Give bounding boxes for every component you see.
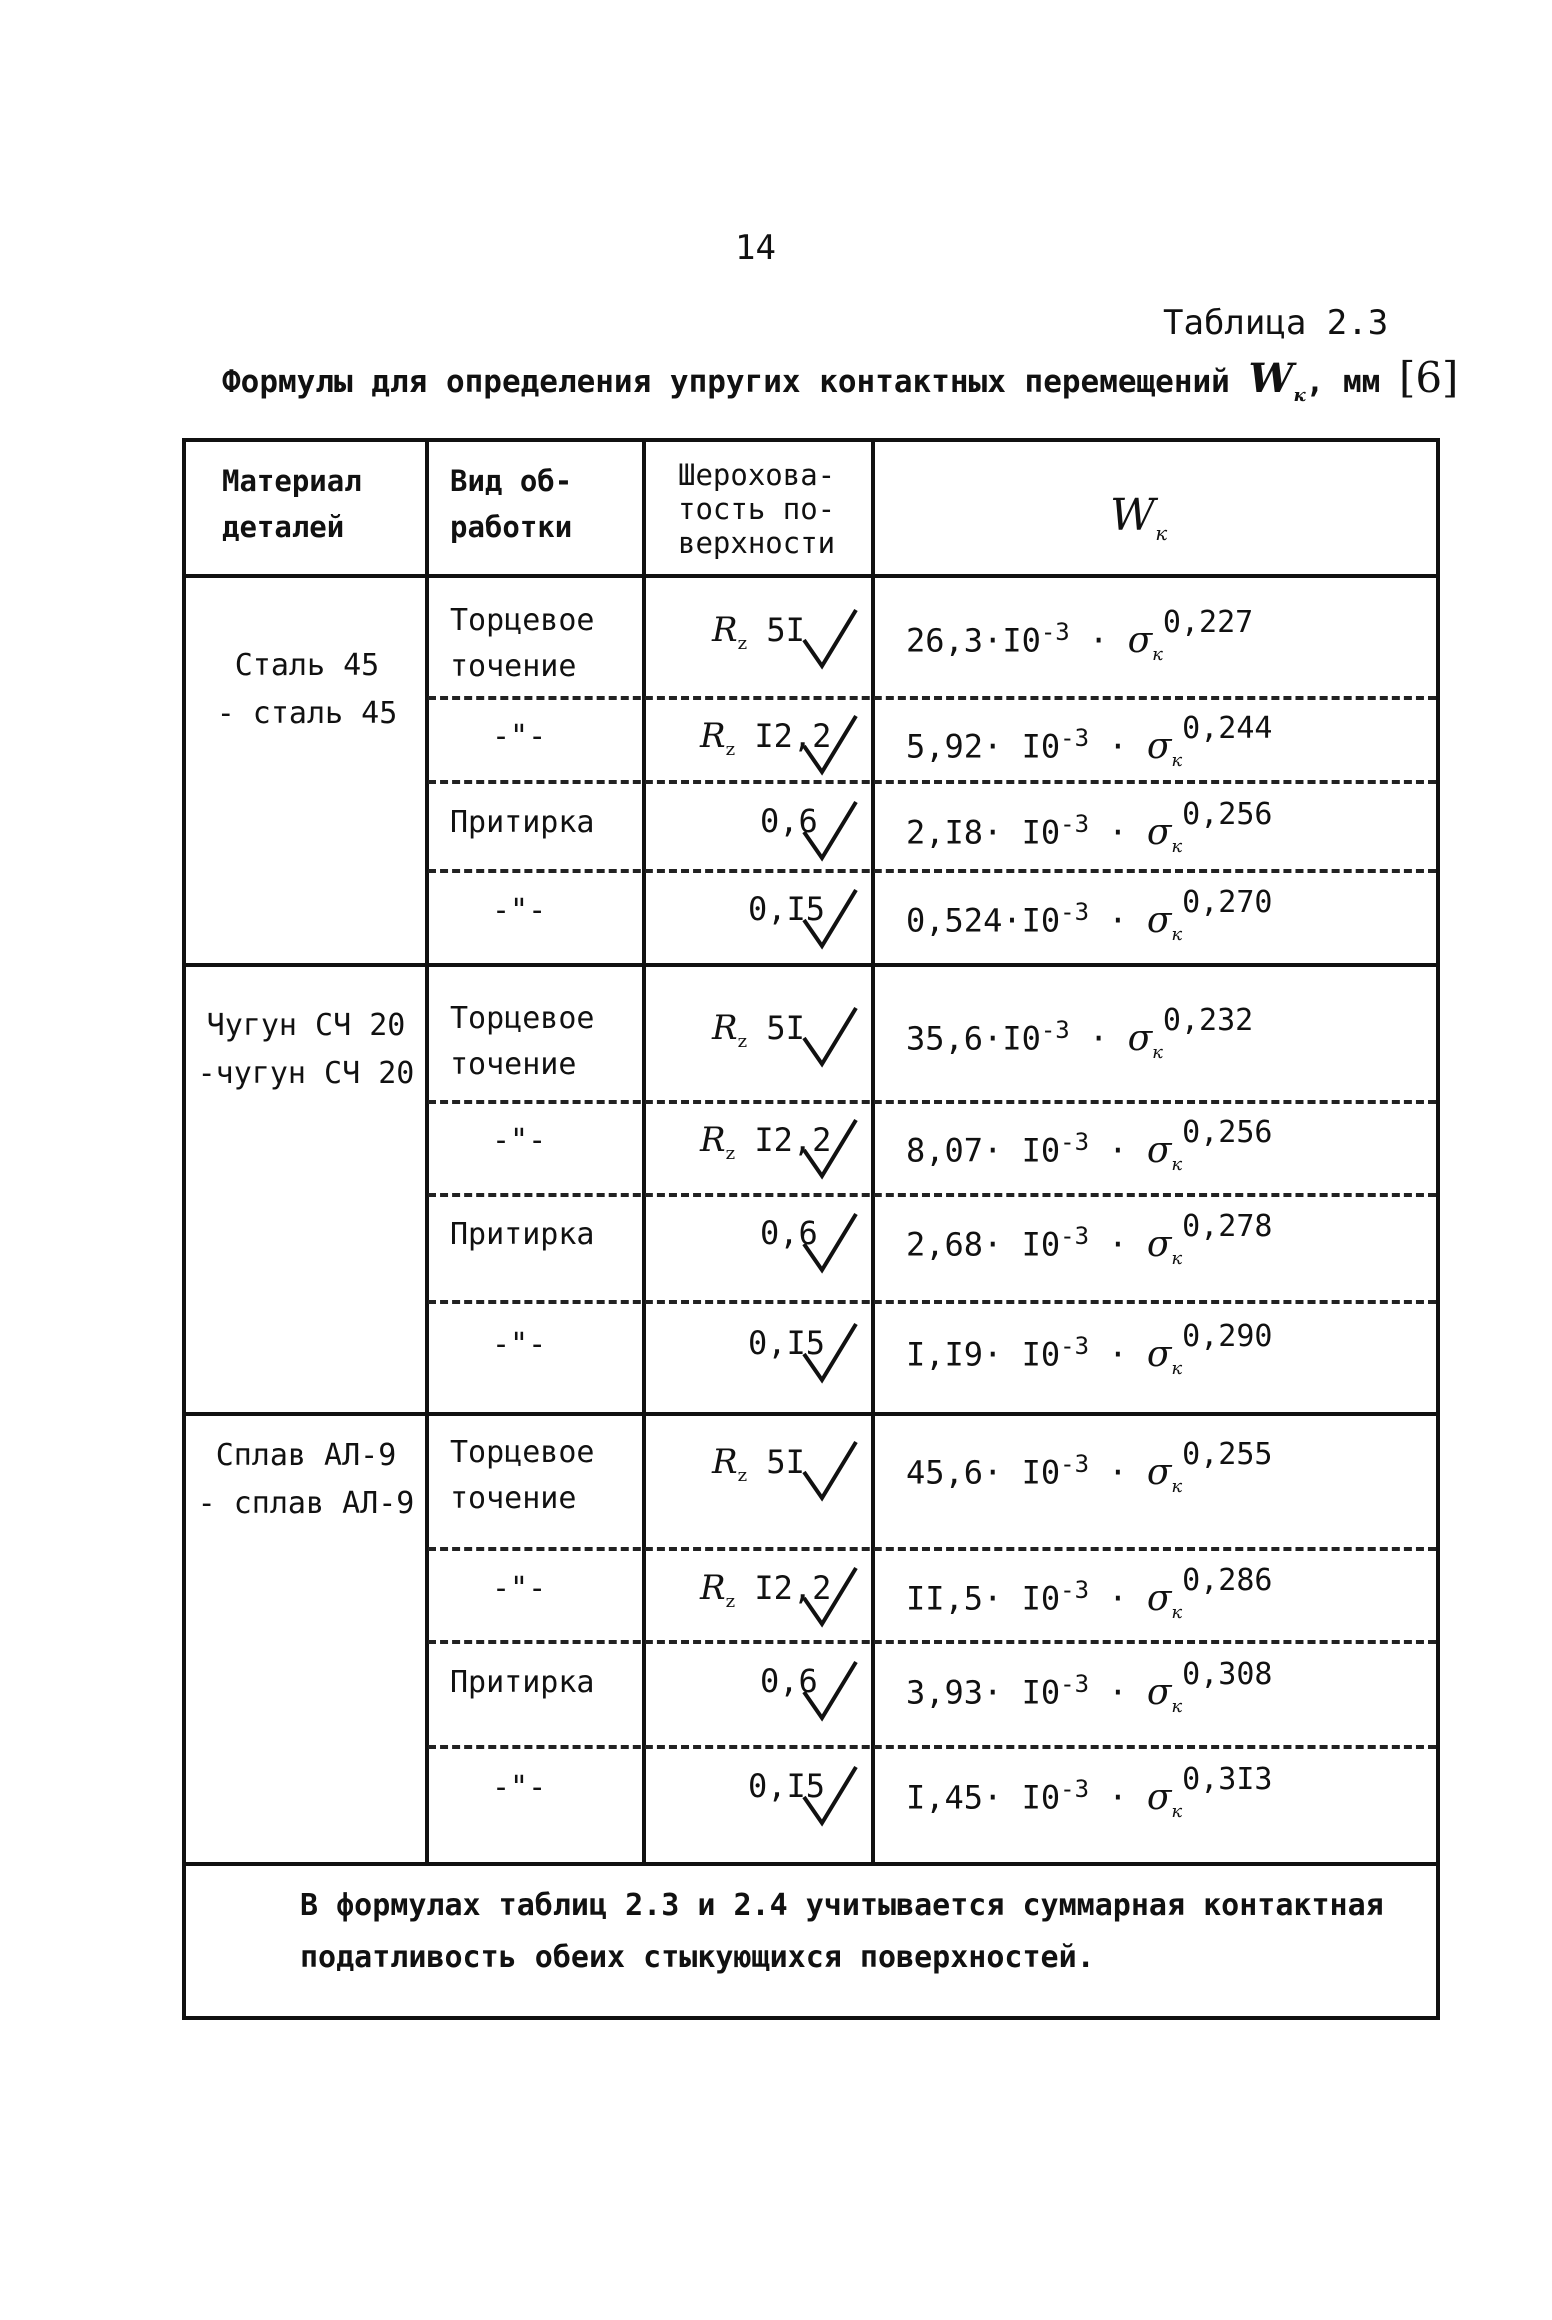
formula-multiplier: · I0 — [983, 1778, 1061, 1817]
sigma-symbol: $\sigma_к$ — [1146, 1671, 1183, 1717]
row-separator — [428, 1745, 1436, 1749]
roughness-check-icon — [800, 1116, 860, 1180]
roughness-check-icon — [800, 1438, 860, 1502]
roughness-check-icon — [800, 798, 860, 862]
roughness-cell — [712, 1008, 805, 1052]
formula-exponent: 0,278 — [1182, 1208, 1273, 1244]
row-separator — [428, 1547, 1436, 1551]
row-separator — [428, 1100, 1436, 1104]
formula-cell: $II,5\cdot I0^{-3} \cdot \sigma_к0,286$ — [906, 1562, 1273, 1623]
formula-exponent: 0,227 — [1162, 604, 1254, 640]
row-separator — [428, 1640, 1436, 1644]
rz-symbol: $R_z$ — [712, 610, 748, 654]
formula-exponent: 0,3I3 — [1182, 1761, 1273, 1797]
col-divider-2 — [642, 438, 646, 1866]
formula-cell: $I,I9\cdot I0^{-3} \cdot \sigma_к0,290$ — [906, 1318, 1273, 1379]
formula-cell: $5,92\cdot I0^{-3} \cdot \sigma_к0,244$ — [906, 710, 1273, 771]
formula-power: -3 — [1060, 1670, 1090, 1698]
formula-exponent: 0,286 — [1182, 1562, 1273, 1598]
formula-cell: $35,6\cdot I0^{-3} \cdot \sigma_к0,232$ — [906, 1002, 1254, 1063]
sigma-symbol: $\sigma_к$ — [1146, 1451, 1183, 1497]
row-separator — [428, 1193, 1436, 1197]
formula-power: -3 — [1060, 1775, 1090, 1803]
formula-coefficient: I,45 — [906, 1778, 984, 1817]
material-group-2: Чугун СЧ 20 -чугун СЧ 20 — [197, 1008, 415, 1091]
table-caption: Таблица 2.3 — [1163, 303, 1389, 343]
roughness-value: 5I — [766, 611, 805, 649]
formula-multiplier: · I0 — [983, 727, 1061, 766]
header-material: Материал деталей — [222, 464, 362, 544]
table-title — [222, 353, 1458, 406]
header-wk: $W_к$ — [1110, 490, 1168, 545]
formula-multiplier: · I0 — [983, 1335, 1061, 1374]
rz-symbol: $R_z$ — [700, 1120, 736, 1164]
roughness-value: I2,2 — [754, 1569, 832, 1607]
roughness-value: 0,6 — [760, 1214, 818, 1252]
roughness-value: I2,2 — [754, 1121, 832, 1159]
formula-coefficient: 8,07 — [906, 1131, 984, 1170]
roughness-value: 5I — [766, 1443, 805, 1481]
table-top-border — [182, 438, 1440, 442]
formula-exponent: 0,256 — [1182, 1114, 1273, 1150]
formula-multiplier: ·I0 — [983, 621, 1041, 660]
formula-multiplier: · I0 — [983, 813, 1061, 852]
roughness-value: I2,2 — [754, 717, 832, 755]
row-separator — [428, 780, 1436, 784]
processing-cell: Торцевое точение — [450, 1435, 595, 1516]
formula-coefficient: 2,I8 — [906, 813, 984, 852]
processing-cell: Притирка — [450, 1665, 595, 1700]
roughness-value: 0,6 — [760, 802, 818, 840]
formula-exponent: 0,270 — [1182, 884, 1273, 920]
formula-multiplier: · I0 — [983, 1579, 1061, 1618]
roughness-value: 5I — [766, 1009, 805, 1047]
processing-cell: -"- — [492, 1327, 547, 1362]
sigma-symbol: $\sigma_к$ — [1146, 1129, 1183, 1175]
table-title-unit: , мм — [1305, 364, 1381, 400]
formula-exponent: 0,255 — [1182, 1436, 1273, 1472]
processing-cell: -"- — [492, 1770, 547, 1805]
formula-multiplier: ·I0 — [983, 1019, 1041, 1058]
processing-cell: Торцевое точение — [450, 1001, 595, 1082]
formula-power: -3 — [1060, 1450, 1090, 1478]
table-left-border — [182, 438, 186, 2020]
row-separator — [428, 696, 1436, 700]
formula-power: -3 — [1040, 618, 1070, 646]
formula-cell: $0,524\cdot I0^{-3} \cdot \sigma_к0,270$ — [906, 884, 1273, 945]
formula-multiplier: · I0 — [983, 1453, 1061, 1492]
formula-coefficient: 35,6 — [906, 1019, 984, 1058]
roughness-value: 0,I5 — [748, 1324, 826, 1362]
table-right-border — [1436, 438, 1440, 2020]
processing-cell: Притирка — [450, 1217, 595, 1252]
formula-coefficient: 0,524 — [906, 901, 1003, 940]
formula-coefficient: 5,92 — [906, 727, 984, 766]
sigma-symbol: $\sigma_к$ — [1146, 899, 1183, 945]
formula-coefficient: I,I9 — [906, 1335, 984, 1374]
roughness-value: 0,6 — [760, 1662, 818, 1700]
formula-power: -3 — [1060, 1332, 1090, 1360]
roughness-value: 0,I5 — [748, 1767, 826, 1805]
rz-symbol: $R_z$ — [712, 1008, 748, 1052]
formula-multiplier: · I0 — [983, 1673, 1061, 1712]
formula-power: -3 — [1060, 1128, 1090, 1156]
sigma-symbol: $\sigma_к$ — [1146, 1577, 1183, 1623]
col-divider-1 — [425, 438, 429, 1866]
formula-coefficient: 3,93 — [906, 1673, 984, 1712]
formula-power: -3 — [1040, 1016, 1070, 1044]
sigma-symbol: $\sigma_к$ — [1146, 725, 1183, 771]
formula-coefficient: II,5 — [906, 1579, 984, 1618]
reference: [6] — [1398, 353, 1459, 402]
roughness-check-icon — [800, 1210, 860, 1274]
roughness-cell — [712, 1442, 805, 1486]
formula-power: -3 — [1060, 898, 1090, 926]
sigma-symbol: $\sigma_к$ — [1146, 811, 1183, 857]
roughness-check-icon — [800, 712, 860, 776]
table-note: В формулах таблиц 2.3 и 2.4 учитывается суммарная контактная податливость обеих стыкующихся поверхностей. — [300, 1888, 1384, 1975]
sigma-symbol: $\sigma_к$ — [1127, 619, 1163, 665]
processing-cell: -"- — [492, 1571, 547, 1606]
formula-coefficient: 45,6 — [906, 1453, 984, 1492]
roughness-check-icon — [800, 606, 860, 670]
sigma-symbol: $\sigma_к$ — [1146, 1776, 1183, 1822]
formula-multiplier: · I0 — [983, 1131, 1061, 1170]
roughness-check-icon — [800, 886, 860, 950]
formula-coefficient: 2,68 — [906, 1225, 984, 1264]
formula-cell: $26,3\cdot I0^{-3} \cdot \sigma_к0,227$ — [906, 604, 1254, 665]
sigma-symbol: $\sigma_к$ — [1127, 1017, 1163, 1063]
roughness-value: 0,I5 — [748, 890, 826, 928]
formula-power: -3 — [1060, 724, 1090, 752]
rz-symbol: $R_z$ — [712, 1442, 748, 1486]
processing-cell: -"- — [492, 893, 547, 928]
wk-symbol: $W_к$ — [1248, 355, 1306, 406]
header-processing: Вид об- работки — [450, 464, 573, 544]
formula-exponent: 0,308 — [1182, 1656, 1273, 1692]
formula-power: -3 — [1060, 1576, 1090, 1604]
formula-exponent: 0,290 — [1182, 1318, 1273, 1354]
formula-coefficient: 26,3 — [906, 621, 984, 660]
formula-exponent: 0,244 — [1182, 710, 1273, 746]
roughness-check-icon — [800, 1004, 860, 1068]
processing-cell: Притирка — [450, 805, 595, 840]
formula-power: -3 — [1060, 810, 1090, 838]
formula-cell: $2,I8\cdot I0^{-3} \cdot \sigma_к0,256$ — [906, 796, 1273, 857]
formula-cell: $2,68\cdot I0^{-3} \cdot \sigma_к0,278$ — [906, 1208, 1273, 1269]
formula-cell: $I,45\cdot I0^{-3} \cdot \sigma_к0,3I3$ — [906, 1761, 1273, 1822]
roughness-check-icon — [800, 1763, 860, 1827]
formula-exponent: 0,232 — [1162, 1002, 1254, 1038]
formula-multiplier: ·I0 — [1002, 901, 1061, 940]
group2-bottom-border — [182, 1412, 1440, 1416]
row-separator — [428, 1300, 1436, 1304]
header-bottom-border — [182, 574, 1440, 578]
table-bottom-border — [182, 2016, 1440, 2020]
header-roughness: Шерохова- тость по- верхности — [678, 458, 836, 560]
rz-symbol: $R_z$ — [700, 1568, 736, 1612]
rz-symbol: $R_z$ — [700, 716, 736, 760]
roughness-check-icon — [800, 1564, 860, 1628]
row-separator — [428, 869, 1436, 873]
formula-cell: $3,93\cdot I0^{-3} \cdot \sigma_к0,308$ — [906, 1656, 1273, 1717]
formula-cell: $45,6\cdot I0^{-3} \cdot \sigma_к0,255$ — [906, 1436, 1273, 1497]
roughness-cell — [712, 610, 805, 654]
group1-bottom-border — [182, 963, 1440, 967]
sigma-symbol: $\sigma_к$ — [1146, 1223, 1183, 1269]
formula-power: -3 — [1060, 1222, 1090, 1250]
roughness-check-icon — [800, 1320, 860, 1384]
formula-multiplier: · I0 — [983, 1225, 1061, 1264]
material-group-3: Сплав АЛ-9 - сплав АЛ-9 — [197, 1438, 415, 1521]
table-body-bottom-border — [182, 1862, 1440, 1866]
sigma-symbol: $\sigma_к$ — [1146, 1333, 1183, 1379]
col-divider-3 — [871, 438, 875, 1866]
table-title-text: Формулы для определения упругих контактных перемещений — [222, 364, 1230, 400]
formula-exponent: 0,256 — [1182, 796, 1273, 832]
processing-cell: -"- — [492, 1123, 547, 1158]
processing-cell: Торцевое точение — [450, 603, 595, 684]
formula-cell: $8,07\cdot I0^{-3} \cdot \sigma_к0,256$ — [906, 1114, 1273, 1175]
processing-cell: -"- — [492, 719, 547, 754]
roughness-check-icon — [800, 1658, 860, 1722]
material-group-1: Сталь 45 - сталь 45 — [216, 648, 398, 731]
page-number: 14 — [735, 228, 776, 268]
